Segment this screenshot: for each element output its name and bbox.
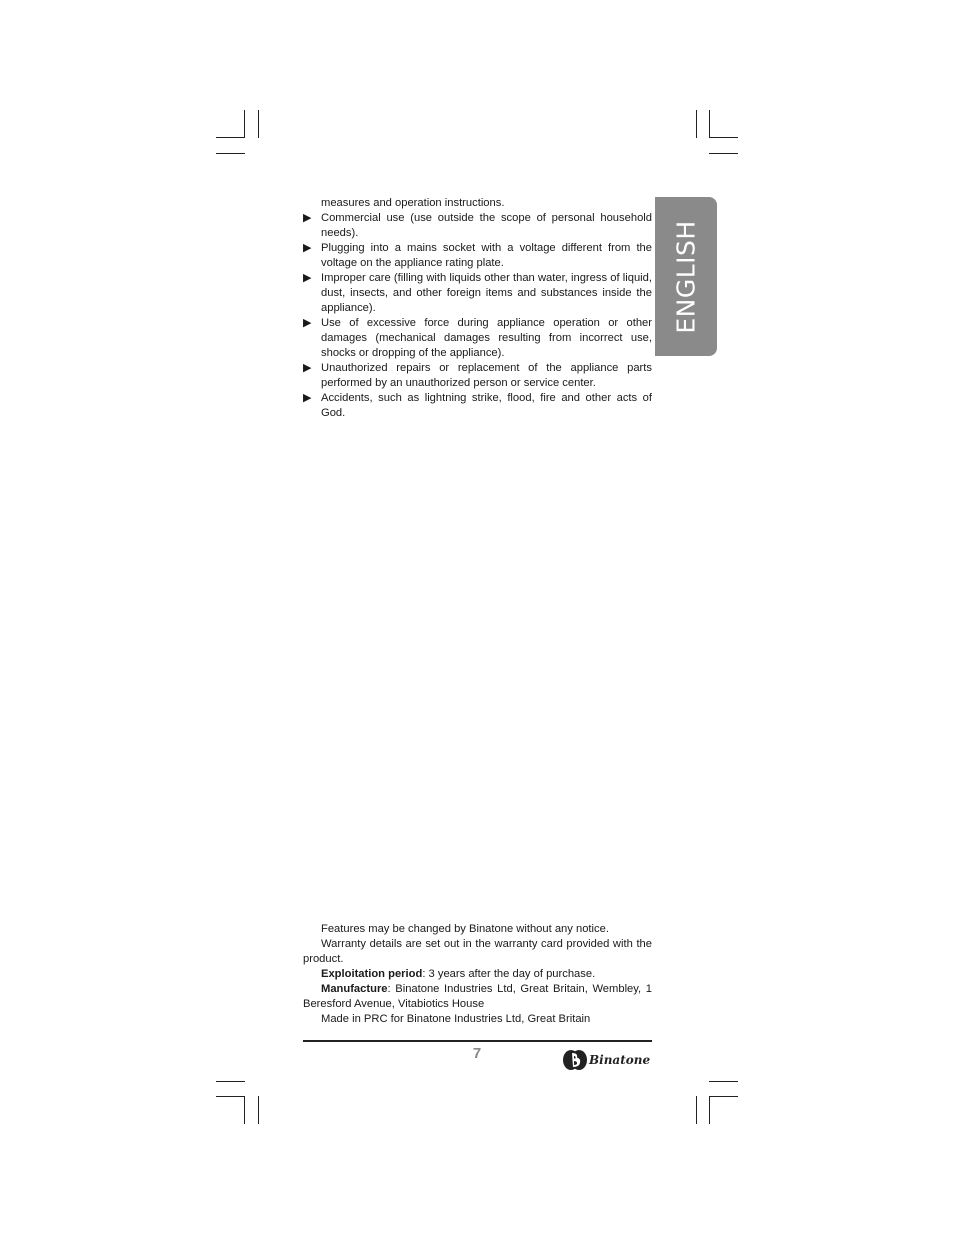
bullet-arrow-icon: ▶: [303, 212, 312, 224]
list-item-text: Plugging into a mains socket with a voltage different from the voltage on the appliance rating plate.: [321, 242, 652, 269]
language-tab: [655, 197, 717, 356]
bullet-arrow-icon: ▶: [303, 242, 312, 254]
exploitation-note: [303, 967, 652, 982]
bullet-arrow-icon: ▶: [303, 272, 312, 284]
crop-mark: [216, 1096, 245, 1097]
page-number: 7: [472, 1045, 482, 1062]
language-tab-label: ENGLISH: [671, 219, 701, 334]
crop-mark: [696, 110, 697, 138]
list-item: [303, 316, 652, 361]
warranty-exclusions-list: [303, 196, 652, 421]
binatone-logo: [562, 1048, 650, 1072]
list-item-text: Improper care (filling with liquids other than water, ingress of liquid, dust, insects, and other foreign items and substances inside the appliance).: [321, 272, 652, 314]
list-item: [303, 211, 652, 241]
crop-mark: [216, 1081, 245, 1082]
crop-mark: [216, 137, 245, 138]
warranty-note: Warranty details are set out in the warranty card provided with the product.: [303, 938, 652, 965]
crop-mark: [709, 1096, 710, 1124]
crop-mark: [696, 1096, 697, 1124]
list-continuation: measures and operation instructions.: [321, 197, 505, 209]
binatone-logo-text: Binatone: [589, 1053, 651, 1067]
crop-mark: [709, 110, 710, 138]
exploitation-value: : 3 years after the day of purchase.: [422, 968, 596, 980]
binatone-logo-icon: [562, 1048, 588, 1072]
crop-mark: [216, 153, 245, 154]
list-item-text: Commercial use (use outside the scope of personal household needs).: [321, 212, 652, 239]
exploitation-label: Exploitation period: [321, 968, 423, 980]
crop-mark: [709, 137, 738, 138]
crop-mark: [244, 1096, 245, 1124]
crop-mark: [709, 1081, 738, 1082]
crop-mark: [258, 1096, 259, 1124]
manufacture-value: : Binatone Industries Ltd, Great Britain, Wembley, 1 Beresford Avenue, Vitabiotics House: [303, 983, 652, 1010]
bullet-arrow-icon: ▶: [303, 392, 312, 404]
list-item: [303, 241, 652, 271]
list-item-text: Use of excessive force during appliance operation or other damages (mechanical damages resulting from incorrect use, shocks or dropping of the appliance).: [321, 317, 652, 359]
footer-divider: [303, 1040, 652, 1042]
bullet-arrow-icon: ▶: [303, 317, 312, 329]
crop-mark: [709, 1096, 738, 1097]
crop-mark: [709, 153, 738, 154]
bullet-arrow-icon: ▶: [303, 362, 312, 374]
list-item: [303, 271, 652, 316]
crop-mark: [244, 110, 245, 138]
list-item: [303, 361, 652, 391]
crop-mark: [258, 110, 259, 138]
manufacture-note: [303, 982, 652, 1012]
features-note: Features may be changed by Binatone without any notice.: [321, 923, 609, 935]
made-in-note: Made in PRC for Binatone Industries Ltd, Great Britain: [321, 1013, 591, 1025]
manufacture-label: Manufacture: [321, 983, 388, 995]
list-item-text: Unauthorized repairs or replacement of the appliance parts performed by an unauthorized person or service center.: [321, 362, 652, 389]
product-notes: [303, 922, 652, 1027]
list-item-text: Accidents, such as lightning strike, flood, fire and other acts of God.: [321, 392, 652, 419]
list-item: [303, 391, 652, 421]
